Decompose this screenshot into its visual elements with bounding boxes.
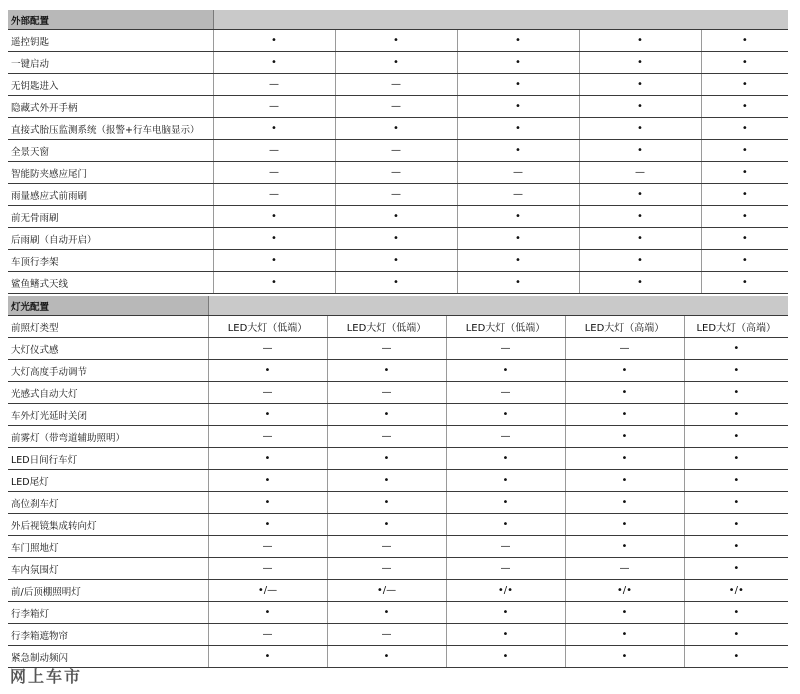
- trim-value-cell: —: [327, 624, 446, 646]
- table-row: [8, 74, 788, 96]
- trim-value-cell: •: [213, 272, 335, 294]
- trim-value-cell: •: [208, 602, 327, 624]
- trim-value-cell: —: [446, 558, 565, 580]
- trim-value-cell: •: [565, 492, 684, 514]
- trim-value-cell: •: [565, 360, 684, 382]
- trim-value-cell: —: [213, 140, 335, 162]
- feature-label: 后雨刷（自动开启）: [8, 228, 213, 250]
- trim-value-cell: —: [335, 162, 457, 184]
- trim-value-cell: •: [327, 646, 446, 668]
- trim-value-cell: —: [446, 338, 565, 360]
- feature-label: 车顶行李架: [8, 250, 213, 272]
- trim-value-cell: —: [579, 162, 701, 184]
- trim-value-cell: —: [446, 426, 565, 448]
- table-row: [8, 52, 788, 74]
- trim-value-cell: LED大灯（高端）: [684, 316, 788, 338]
- trim-value-cell: —: [213, 184, 335, 206]
- trim-value-cell: •: [457, 52, 579, 74]
- trim-value-cell: •: [335, 206, 457, 228]
- trim-value-cell: —: [335, 140, 457, 162]
- trim-value-cell: •: [684, 602, 788, 624]
- feature-label: 一键启动: [8, 52, 213, 74]
- trim-value-cell: •/•: [446, 580, 565, 602]
- feature-label: 车内氛围灯: [8, 558, 208, 580]
- feature-label: 光感式自动大灯: [8, 382, 208, 404]
- table-row: [8, 206, 788, 228]
- trim-value-cell: •: [579, 140, 701, 162]
- table-row: [8, 118, 788, 140]
- trim-value-cell: LED大灯（高端）: [565, 316, 684, 338]
- trim-value-cell: •: [701, 250, 788, 272]
- feature-label: 前照灯类型: [8, 316, 208, 338]
- feature-label: 直接式胎压监测系统（报警+行车电脑显示）: [8, 118, 213, 140]
- trim-value-cell: •: [327, 514, 446, 536]
- feature-label: 大灯仪式感: [8, 338, 208, 360]
- trim-value-cell: —: [208, 426, 327, 448]
- trim-value-cell: LED大灯（低端）: [327, 316, 446, 338]
- trim-value-cell: •: [701, 272, 788, 294]
- section-title: 外部配置: [8, 10, 213, 30]
- trim-value-cell: —: [213, 96, 335, 118]
- trim-value-cell: •: [457, 30, 579, 52]
- trim-value-cell: •: [579, 118, 701, 140]
- trim-value-cell: •: [579, 206, 701, 228]
- trim-value-cell: •: [684, 492, 788, 514]
- feature-label: 高位刹车灯: [8, 492, 208, 514]
- trim-value-cell: •: [684, 338, 788, 360]
- trim-value-cell: •: [701, 184, 788, 206]
- feature-label: 无钥匙进入: [8, 74, 213, 96]
- trim-value-cell: •: [446, 360, 565, 382]
- feature-label: 智能防夹感应尾门: [8, 162, 213, 184]
- trim-value-cell: •: [457, 96, 579, 118]
- trim-value-cell: •: [446, 602, 565, 624]
- trim-value-cell: —: [335, 184, 457, 206]
- trim-value-cell: •: [701, 206, 788, 228]
- table-row: [8, 162, 788, 184]
- feature-label: 隐藏式外开手柄: [8, 96, 213, 118]
- trim-value-cell: —: [213, 74, 335, 96]
- trim-value-cell: LED大灯（低端）: [446, 316, 565, 338]
- section-header: [8, 296, 788, 316]
- table-row: [8, 492, 788, 514]
- table-row: [8, 404, 788, 426]
- feature-label: 前无骨雨刷: [8, 206, 213, 228]
- feature-label: 车门照地灯: [8, 536, 208, 558]
- trim-value-cell: •: [335, 250, 457, 272]
- trim-value-cell: •: [208, 514, 327, 536]
- feature-label: 遥控钥匙: [8, 30, 213, 52]
- trim-value-cell: •: [579, 184, 701, 206]
- trim-value-cell: •: [565, 602, 684, 624]
- trim-value-cell: •: [327, 448, 446, 470]
- trim-value-cell: •: [684, 448, 788, 470]
- trim-value-cell: •: [701, 140, 788, 162]
- trim-value-cell: —: [457, 162, 579, 184]
- trim-value-cell: •: [579, 228, 701, 250]
- trim-value-cell: —: [446, 536, 565, 558]
- trim-value-cell: •: [208, 360, 327, 382]
- table-row: [8, 96, 788, 118]
- table-row: [8, 602, 788, 624]
- trim-value-cell: •: [446, 624, 565, 646]
- trim-value-cell: •: [446, 404, 565, 426]
- table-row: [8, 624, 788, 646]
- trim-value-cell: •: [579, 30, 701, 52]
- trim-value-cell: —: [327, 558, 446, 580]
- trim-value-cell: —: [327, 426, 446, 448]
- trim-value-cell: •: [701, 162, 788, 184]
- watermark-logo: 网上车市: [10, 667, 83, 686]
- trim-value-cell: •: [684, 558, 788, 580]
- table-row: [8, 382, 788, 404]
- table-row: [8, 184, 788, 206]
- feature-label: 大灯高度手动调节: [8, 360, 208, 382]
- trim-value-cell: •: [457, 118, 579, 140]
- table-row: [8, 30, 788, 52]
- trim-value-cell: •: [684, 404, 788, 426]
- trim-value-cell: •: [565, 646, 684, 668]
- trim-value-cell: •: [684, 514, 788, 536]
- trim-value-cell: •: [446, 448, 565, 470]
- table-row: [8, 426, 788, 448]
- trim-value-cell: •: [565, 426, 684, 448]
- trim-value-cell: •: [684, 646, 788, 668]
- trim-value-cell: —: [208, 558, 327, 580]
- trim-value-cell: •: [701, 228, 788, 250]
- trim-value-cell: —: [327, 536, 446, 558]
- trim-value-cell: •/—: [327, 580, 446, 602]
- trim-value-cell: —: [327, 338, 446, 360]
- trim-value-cell: •: [446, 514, 565, 536]
- trim-value-cell: •: [457, 74, 579, 96]
- feature-label: 行李箱遮物帘: [8, 624, 208, 646]
- trim-value-cell: •: [579, 272, 701, 294]
- feature-label: LED尾灯: [8, 470, 208, 492]
- trim-value-cell: •: [701, 74, 788, 96]
- trim-value-cell: •: [208, 492, 327, 514]
- trim-value-cell: •: [213, 250, 335, 272]
- trim-value-cell: •: [457, 228, 579, 250]
- trim-value-cell: —: [208, 536, 327, 558]
- trim-value-cell: —: [208, 382, 327, 404]
- trim-value-cell: •: [701, 30, 788, 52]
- trim-value-cell: •: [565, 382, 684, 404]
- trim-value-cell: •: [565, 448, 684, 470]
- trim-value-cell: •: [565, 514, 684, 536]
- trim-value-cell: •: [579, 74, 701, 96]
- table-row: [8, 360, 788, 382]
- section-header-fill: [208, 296, 788, 316]
- table-row: [8, 228, 788, 250]
- feature-label: 车外灯光延时关闭: [8, 404, 208, 426]
- feature-label: 鲨鱼鳍式天线: [8, 272, 213, 294]
- trim-value-cell: •: [457, 272, 579, 294]
- trim-value-cell: •: [327, 470, 446, 492]
- trim-value-cell: —: [208, 338, 327, 360]
- trim-value-cell: •: [446, 646, 565, 668]
- trim-value-cell: •: [335, 30, 457, 52]
- table-row: [8, 272, 788, 294]
- trim-value-cell: •: [208, 646, 327, 668]
- trim-value-cell: •: [208, 404, 327, 426]
- trim-value-cell: •: [579, 250, 701, 272]
- trim-value-cell: •: [327, 602, 446, 624]
- trim-value-cell: •: [684, 470, 788, 492]
- feature-label: 全景天窗: [8, 140, 213, 162]
- trim-value-cell: •: [457, 250, 579, 272]
- trim-value-cell: •/—: [208, 580, 327, 602]
- trim-value-cell: •: [213, 118, 335, 140]
- trim-value-cell: •: [701, 96, 788, 118]
- section-header-fill: [213, 10, 788, 30]
- trim-value-cell: —: [327, 382, 446, 404]
- table-row: [8, 536, 788, 558]
- trim-value-cell: •: [565, 404, 684, 426]
- trim-value-cell: •: [335, 272, 457, 294]
- trim-value-cell: •: [446, 492, 565, 514]
- trim-value-cell: •: [579, 96, 701, 118]
- trim-value-cell: •/•: [684, 580, 788, 602]
- lighting-config-table: [8, 296, 788, 668]
- trim-value-cell: •: [327, 404, 446, 426]
- trim-value-cell: •: [684, 382, 788, 404]
- trim-value-cell: •: [565, 536, 684, 558]
- trim-value-cell: •: [579, 52, 701, 74]
- trim-value-cell: •/•: [565, 580, 684, 602]
- trim-value-cell: —: [335, 74, 457, 96]
- exterior-config-table: [8, 10, 788, 294]
- feature-label: 雨量感应式前雨刷: [8, 184, 213, 206]
- trim-value-cell: •: [684, 536, 788, 558]
- trim-value-cell: •: [208, 448, 327, 470]
- trim-value-cell: •: [335, 118, 457, 140]
- trim-value-cell: •: [446, 470, 565, 492]
- trim-value-cell: •: [457, 140, 579, 162]
- trim-value-cell: —: [565, 338, 684, 360]
- table-row: [8, 646, 788, 668]
- feature-label: 外后视镜集成转向灯: [8, 514, 208, 536]
- trim-value-cell: •: [213, 206, 335, 228]
- trim-value-cell: •: [684, 360, 788, 382]
- table-row: [8, 338, 788, 360]
- trim-value-cell: —: [213, 162, 335, 184]
- trim-value-cell: •: [327, 360, 446, 382]
- trim-value-cell: •: [684, 426, 788, 448]
- table-row: [8, 580, 788, 602]
- table-row: [8, 448, 788, 470]
- trim-value-cell: —: [446, 382, 565, 404]
- trim-value-cell: •: [213, 52, 335, 74]
- trim-value-cell: •: [327, 492, 446, 514]
- section-title: 灯光配置: [8, 296, 208, 316]
- trim-value-cell: —: [565, 558, 684, 580]
- trim-value-cell: •: [684, 624, 788, 646]
- feature-label: 紧急制动频闪: [8, 646, 208, 668]
- trim-value-cell: •: [701, 118, 788, 140]
- trim-value-cell: —: [208, 624, 327, 646]
- table-row: [8, 250, 788, 272]
- table-row: [8, 514, 788, 536]
- table-row: [8, 140, 788, 162]
- section-header: [8, 10, 788, 30]
- trim-value-cell: •: [208, 470, 327, 492]
- table-row: [8, 316, 788, 338]
- trim-value-cell: •: [565, 624, 684, 646]
- trim-value-cell: LED大灯（低端）: [208, 316, 327, 338]
- feature-label: 行李箱灯: [8, 602, 208, 624]
- table-row: [8, 470, 788, 492]
- table-row: [8, 558, 788, 580]
- trim-value-cell: •: [335, 52, 457, 74]
- trim-value-cell: •: [213, 30, 335, 52]
- feature-label: 前雾灯（带弯道辅助照明）: [8, 426, 208, 448]
- trim-value-cell: •: [701, 52, 788, 74]
- feature-label: LED日间行车灯: [8, 448, 208, 470]
- trim-value-cell: •: [565, 470, 684, 492]
- trim-value-cell: •: [335, 228, 457, 250]
- trim-value-cell: —: [457, 184, 579, 206]
- trim-value-cell: •: [213, 228, 335, 250]
- trim-value-cell: •: [457, 206, 579, 228]
- feature-label: 前/后顶棚照明灯: [8, 580, 208, 602]
- trim-value-cell: —: [335, 96, 457, 118]
